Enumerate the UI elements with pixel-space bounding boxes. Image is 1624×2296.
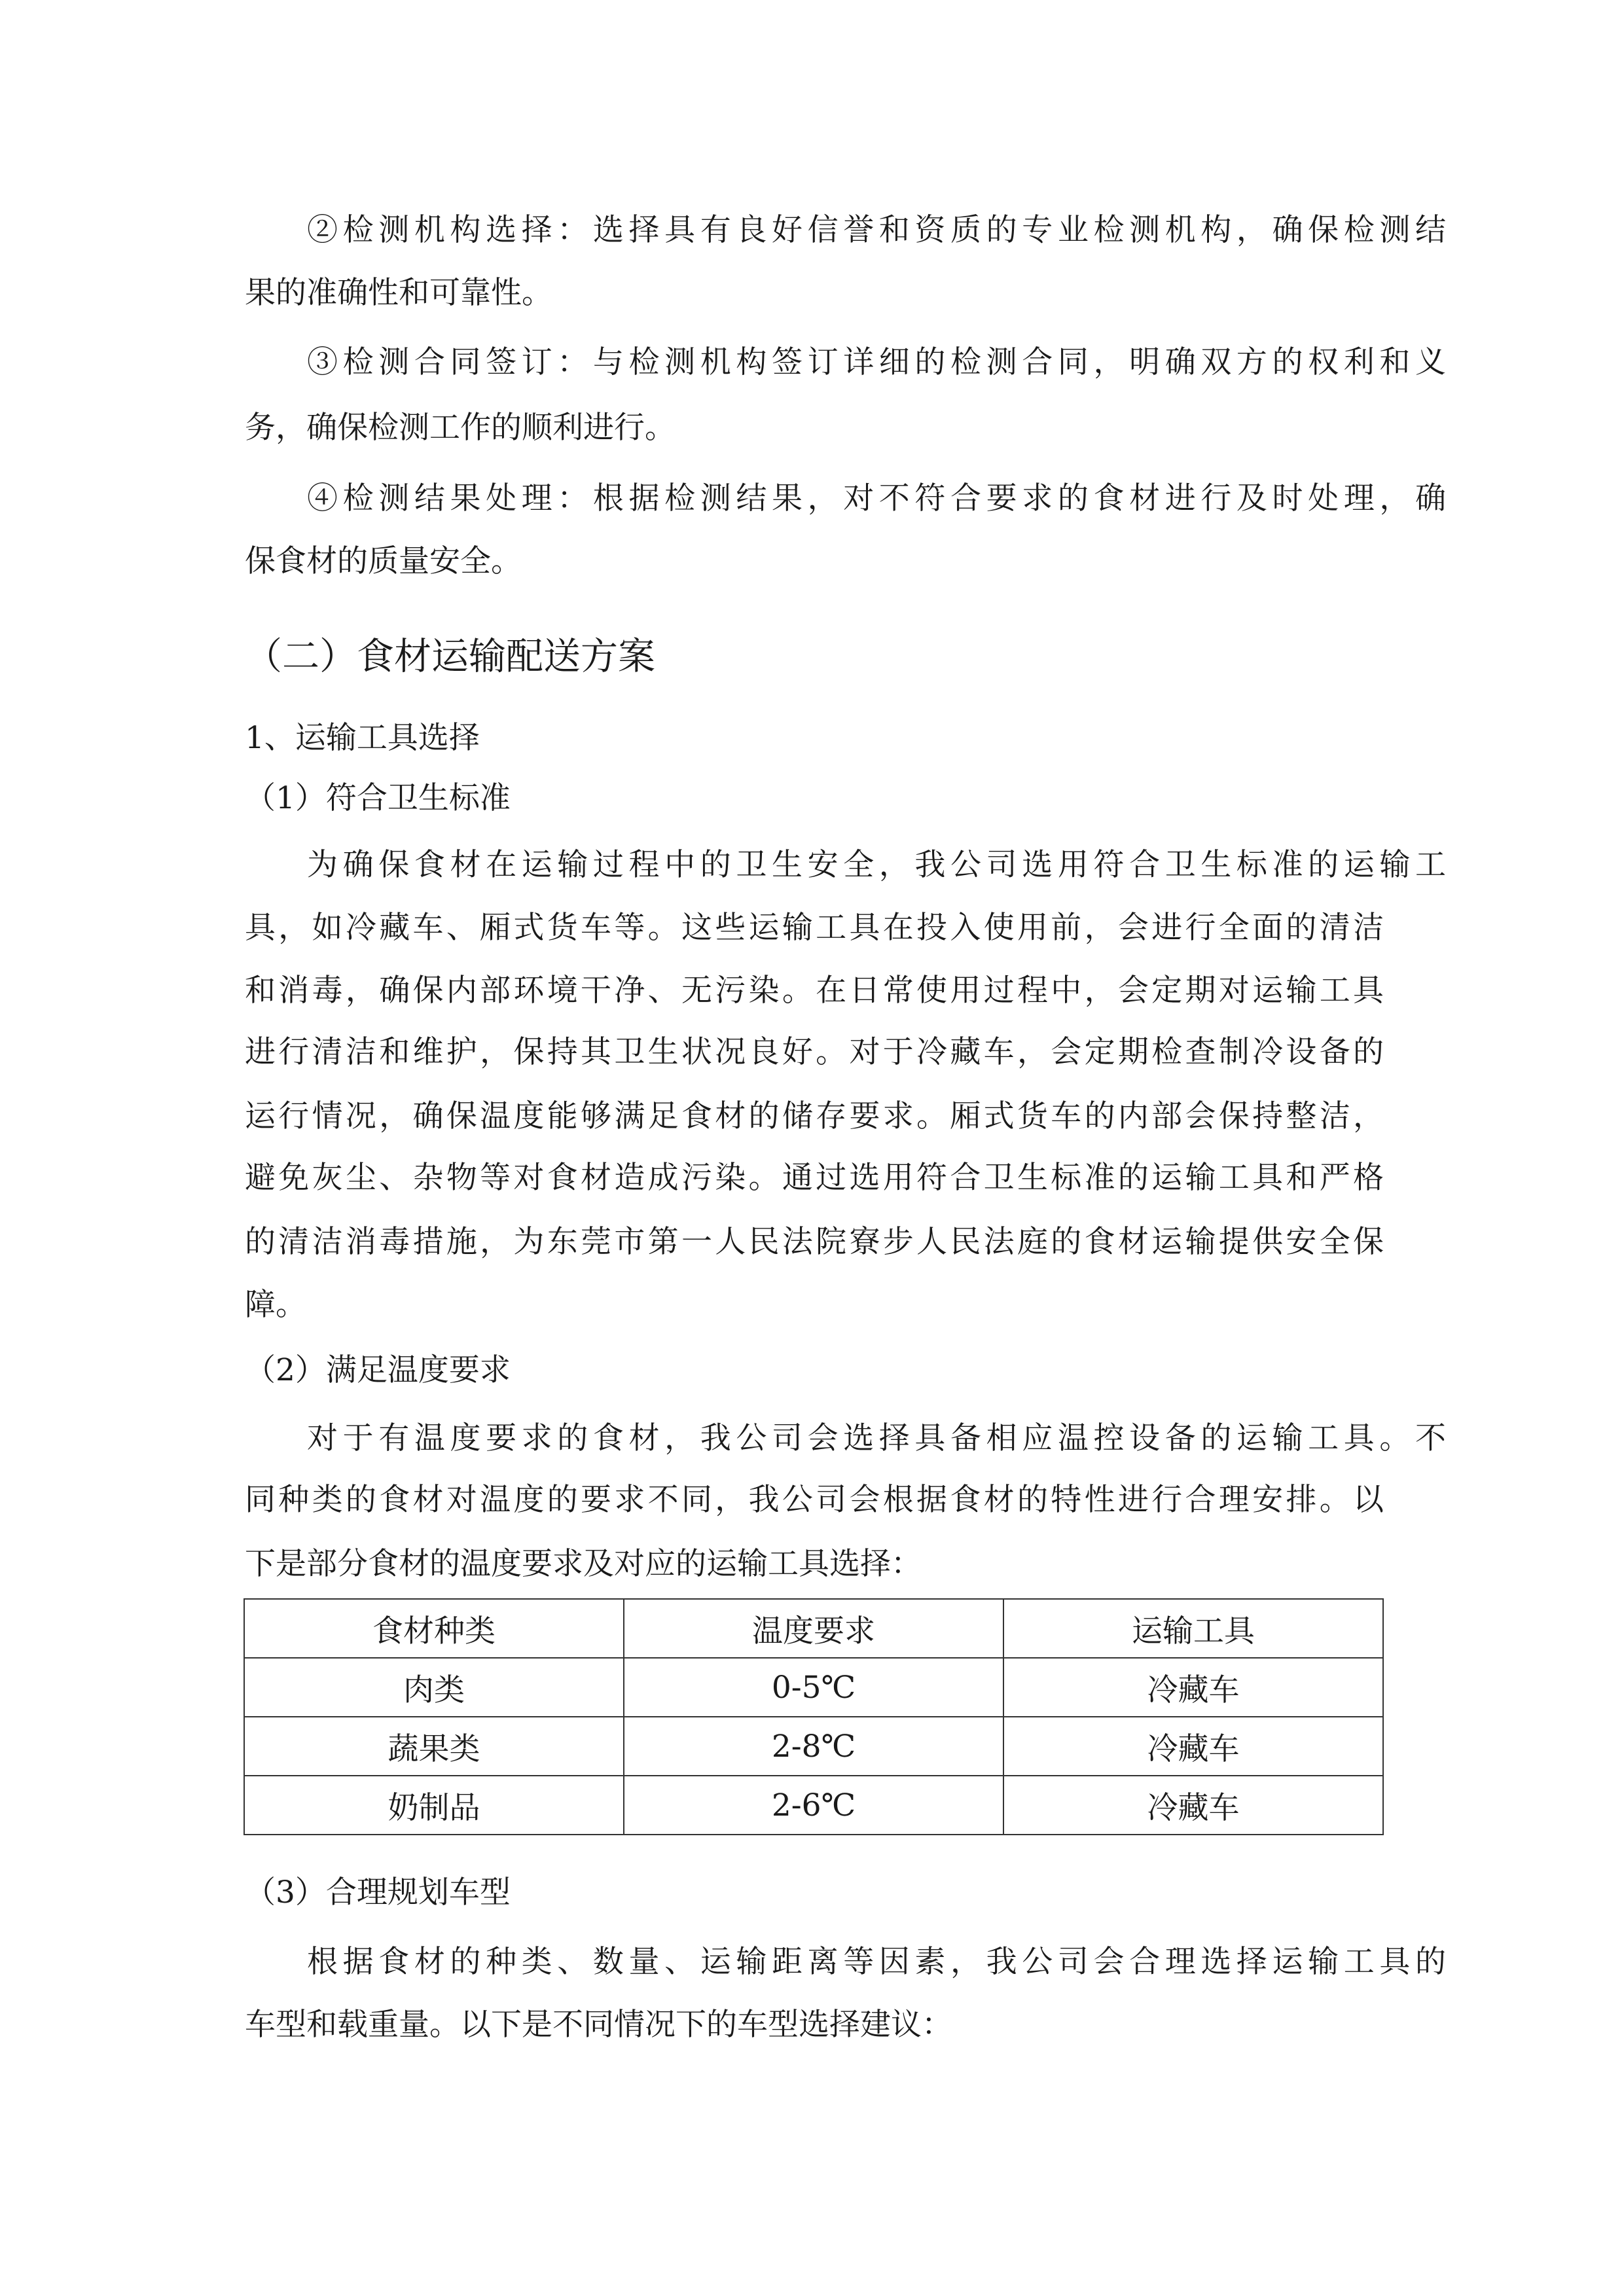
paragraph-line: 具，如冷藏车、厢式货车等。这些运输工具在投入使用前，会进行全面的清洁 (245, 910, 1384, 946)
paragraph-line: 对于有温度要求的食材，我公司会选择具备相应温控设备的运输工具。不 (307, 1420, 1446, 1456)
table-cell: 奶制品 (244, 1776, 624, 1835)
paragraph-line: ④检测结果处理：根据检测结果，对不符合要求的食材进行及时处理，确 (307, 480, 1446, 516)
paragraph-line: 为确保食材在运输过程中的卫生安全，我公司选用符合卫生标准的运输工 (307, 847, 1446, 883)
table-cell: 冷藏车 (1003, 1658, 1383, 1717)
paragraph-line: ②检测机构选择：选择具有良好信誉和资质的专业检测机构，确保检测结 (307, 212, 1446, 248)
section-heading: （二）食材运输配送方案 (245, 635, 655, 678)
table-header-cell: 食材种类 (244, 1599, 624, 1658)
sub-heading: （2）满足温度要求 (245, 1352, 511, 1388)
table-row (244, 1776, 1383, 1835)
table-cell: 2-8℃ (624, 1717, 1003, 1776)
table-cell: 2-6℃ (624, 1776, 1003, 1835)
sub-heading: （1）符合卫生标准 (245, 780, 511, 816)
paragraph-line: 保食材的质量安全。 (245, 543, 522, 579)
paragraph-line: ③检测合同签订：与检测机构签订详细的检测合同，明确双方的权利和义 (307, 344, 1446, 380)
table-cell: 冷藏车 (1003, 1776, 1383, 1835)
paragraph-line: 运行情况，确保温度能够满足食材的储存要求。厢式货车的内部会保持整洁， (245, 1098, 1384, 1134)
temperature-table (244, 1598, 1384, 1835)
sub-heading: （3）合理规划车型 (245, 1874, 511, 1910)
table-cell: 蔬果类 (244, 1717, 624, 1776)
paragraph-line: 障。 (245, 1287, 306, 1323)
paragraph-line: 的清洁消毒措施，为东莞市第一人民法院寮步人民法庭的食材运输提供安全保 (245, 1224, 1384, 1260)
paragraph-line: 果的准确性和可靠性。 (245, 275, 552, 311)
paragraph-line: 下是部分食材的温度要求及对应的运输工具选择： (245, 1546, 922, 1582)
table-cell: 0-5℃ (624, 1658, 1003, 1717)
table-header-cell: 运输工具 (1003, 1599, 1383, 1658)
table-row (244, 1658, 1383, 1717)
paragraph-line: 车型和载重量。以下是不同情况下的车型选择建议： (245, 2007, 952, 2043)
paragraph-line: 进行清洁和维护，保持其卫生状况良好。对于冷藏车，会定期检查制冷设备的 (245, 1034, 1384, 1070)
item-heading: 1、运输工具选择 (245, 720, 480, 756)
table-header-cell: 温度要求 (624, 1599, 1003, 1658)
table-row (244, 1717, 1383, 1776)
table-header-row (244, 1599, 1383, 1658)
paragraph-line: 避免灰尘、杂物等对食材造成污染。通过选用符合卫生标准的运输工具和严格 (245, 1160, 1384, 1196)
table-cell: 冷藏车 (1003, 1717, 1383, 1776)
paragraph-line: 和消毒，确保内部环境干净、无污染。在日常使用过程中，会定期对运输工具 (245, 973, 1384, 1009)
paragraph-line: 同种类的食材对温度的要求不同，我公司会根据食材的特性进行合理安排。以 (245, 1482, 1384, 1518)
table-cell: 肉类 (244, 1658, 624, 1717)
paragraph-line: 务，确保检测工作的顺利进行。 (245, 410, 676, 446)
paragraph-line: 根据食材的种类、数量、运输距离等因素，我公司会合理选择运输工具的 (307, 1944, 1446, 1980)
